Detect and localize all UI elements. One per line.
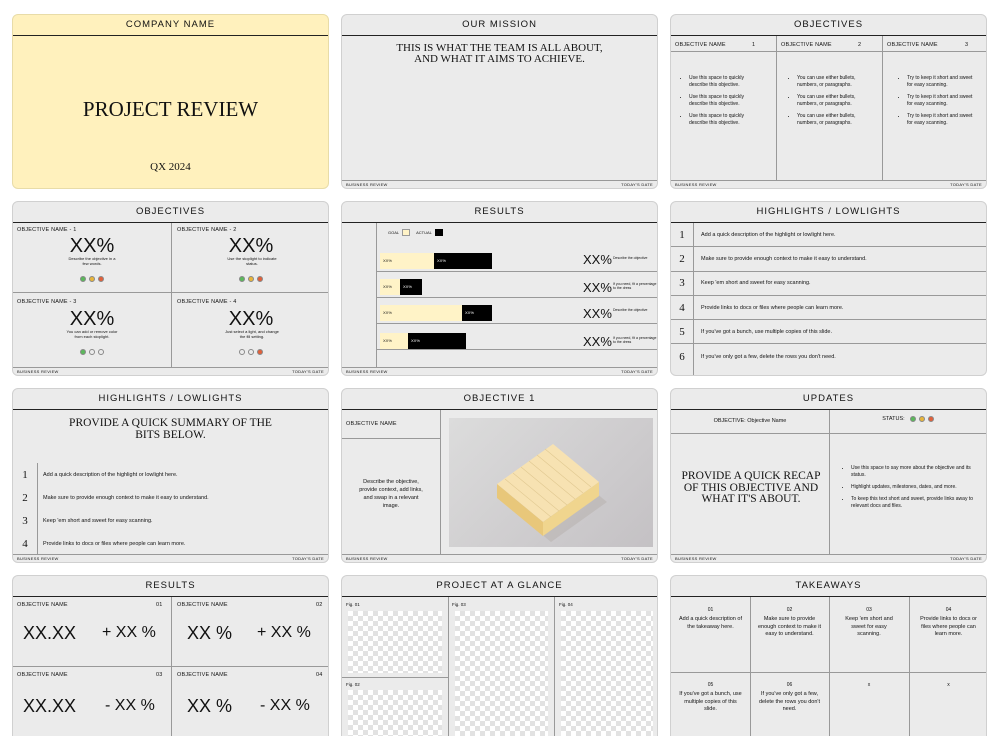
objective-image[interactable] (449, 418, 653, 547)
list-item: 1 Add a quick description of the highlight or lowlight here. (22, 468, 178, 481)
objective-name: OBJECTIVE NAME (887, 42, 938, 48)
objective-name: OBJECTIVE NAME (177, 602, 228, 608)
objective-desc: Just select a light, and change the fill setting. (225, 329, 279, 339)
objective-name: OBJECTIVE NAME (17, 602, 68, 608)
result-row (376, 276, 657, 298)
slide-footer: BUSINESS REVIEW TODAY'S DATE (671, 180, 986, 188)
slide-thumbnail-results-bars[interactable] (341, 201, 658, 376)
stoplight-empty-icon[interactable] (98, 349, 104, 355)
slide-header: OBJECTIVES (671, 15, 986, 36)
objective-number: 02 (316, 602, 323, 608)
stoplight (172, 342, 329, 360)
stoplight (172, 269, 329, 287)
status-green-icon[interactable] (910, 416, 916, 422)
objective-name: OBJECTIVE NAME (781, 42, 832, 48)
list-item: 1 Add a quick description of the highlight or lowlight here. (671, 223, 986, 247)
slide-thumbnail-project-glance[interactable] (341, 575, 658, 736)
stoplight-red-icon[interactable] (257, 276, 263, 282)
goal-bar: XX% (380, 305, 462, 321)
objective-percent: XX% (69, 235, 115, 257)
summary-heading: PROVIDE A QUICK SUMMARY OF THE BITS BELOW. (69, 417, 272, 441)
goal-bar: XX% (380, 253, 434, 269)
slide-thumbnail-objectives-columns[interactable] (670, 14, 987, 189)
objective-recap: PROVIDE A QUICK RECAP OF THIS OBJECTIVE AND WHAT IT'S ABOUT. (681, 470, 821, 505)
result-row (376, 302, 657, 324)
takeaway-cell: x (867, 682, 871, 688)
result-row (376, 250, 657, 272)
highlights-list (671, 223, 986, 369)
takeaway-cell: 06 If you've only got a few, delete the rows you don't need. (759, 682, 820, 712)
slide-footer: BUSINESS REVIEW TODAY'S DATE (342, 554, 657, 562)
result-value: XX% (583, 252, 612, 267)
objective-name: OBJECTIVE NAME (17, 672, 68, 678)
slide-header: HIGHLIGHTS / LOWLIGHTS (671, 202, 986, 223)
objective-name: OBJECTIVE NAME - 4 (177, 299, 237, 305)
slide-header: HIGHLIGHTS / LOWLIGHTS (13, 389, 328, 410)
slide-footer: BUSINESS REVIEW TODAY'S DATE (13, 367, 328, 375)
slide-header: PROJECT AT A GLANCE (342, 576, 657, 597)
objective-number: 01 (156, 602, 163, 608)
stoplight-empty-icon[interactable] (89, 349, 95, 355)
kpi-value: XX.XX (23, 696, 77, 716)
takeaway-cell: 02 Make sure to provide enough context to make it easy to understand. (758, 607, 821, 637)
list-item: 4 Provide links to docs or files where people can learn more. (671, 296, 986, 320)
kpi-delta: - XX % (105, 697, 155, 714)
slide-thumbnail-title[interactable] (12, 14, 329, 189)
objective-name: OBJECTIVE NAME (346, 421, 397, 427)
result-row (376, 328, 657, 350)
slide-thumbnail-highlights-list[interactable] (670, 201, 987, 376)
objective-name: OBJECTIVE NAME - 2 (177, 227, 237, 233)
result-desc: If you need, fit a percentage to the dress (613, 336, 657, 344)
result-desc: If you need, fit a percentage to the dress (613, 282, 657, 290)
kpi-value: XX % (187, 623, 233, 643)
slide-header: UPDATES (671, 389, 986, 410)
goal-bar: XX% (380, 279, 400, 295)
fig-placeholder[interactable] (561, 611, 653, 736)
objective-desc: Use the stoplight to indicate status. (227, 256, 277, 266)
kpi-delta: + XX % (257, 624, 311, 641)
result-desc: Describe the objective (613, 256, 648, 260)
objective-desc: Describe the objective, provide context, add links, and swap in a relevant image. (359, 479, 423, 509)
stoplight-empty-icon[interactable] (248, 349, 254, 355)
objective-number: 03 (156, 672, 163, 678)
takeaway-cell: 05 If you've got a bunch, use multiple copies of this slide. (679, 682, 742, 712)
actual-bar: XX% (408, 333, 466, 349)
slide-thumbnail-results-kpis[interactable] (12, 575, 329, 736)
stoplight (13, 269, 171, 287)
slide-footer: BUSINESS REVIEW TODAY'S DATE (342, 180, 657, 188)
actual-bar: XX% (434, 253, 492, 269)
kpi-delta: + XX % (102, 624, 156, 641)
objective-percent: XX% (228, 308, 274, 330)
objective-name: OBJECTIVE NAME - 1 (17, 227, 77, 233)
objective-name: OBJECTIVE NAME - 3 (17, 299, 77, 305)
objective-percent: XX% (69, 308, 115, 330)
chart-legend: GOAL ACTUAL (388, 229, 443, 236)
stoplight-green-icon[interactable] (80, 276, 86, 282)
update-bullets: • Use this space to say more about the objective and its status. • Highlight updates, milestones, dates, and more. • To keep this text short and sweet, provide links away to relevant docs and files. (841, 465, 981, 515)
objective-percent: XX% (228, 235, 274, 257)
actual-swatch (435, 229, 443, 236)
takeaway-cell: 04 Provide links to docs or files where people can learn more. (920, 607, 977, 637)
slide-header: OBJECTIVE 1 (342, 389, 657, 410)
objective-desc: You can add or remove color from each stoplight. (66, 329, 118, 339)
slide-subtitle: QX 2024 (150, 161, 191, 173)
objective-field: OBJECTIVE: Objective Name (713, 418, 787, 424)
kpi-value: XX % (187, 696, 233, 716)
goal-swatch (402, 229, 410, 236)
stoplight-amber-icon[interactable] (248, 276, 254, 282)
goal-bar: XX% (380, 333, 408, 349)
slide-thumbnail-updates[interactable] (670, 388, 987, 563)
stoplight-amber-icon[interactable] (89, 276, 95, 282)
slide-thumbnail-takeaways[interactable] (670, 575, 987, 736)
status-amber-icon[interactable] (919, 416, 925, 422)
list-item: 5 If you've got a bunch, use multiple copies of this slide. (671, 320, 986, 344)
objective-bullets: • Use this space to quickly describe this objective. • Use this space to quickly describe this objective. • Use this space to quickly describe this objective. (679, 75, 763, 132)
list-item: 2 Make sure to provide enough context to make it easy to understand. (22, 491, 209, 504)
objective-bullets: • Try to keep it short and sweet for easy scanning. • Try to keep it short and sweet for easy scanning. • Try to keep it short and sweet for easy scanning. (897, 75, 977, 132)
takeaway-cell: 03 Keep 'em short and sweet for easy scanning. (845, 607, 893, 637)
fig-placeholder[interactable] (348, 690, 442, 736)
objective-name: OBJECTIVE NAME (177, 672, 228, 678)
slide-footer: BUSINESS REVIEW TODAY'S DATE (342, 367, 657, 375)
mission-statement: THIS IS WHAT THE TEAM IS ALL ABOUT, AND WHAT IT AIMS TO ACHIEVE. (396, 42, 603, 65)
objective-name: OBJECTIVE NAME (675, 42, 726, 48)
fig-label: Fig. 01 (346, 602, 360, 607)
status-field: STATUS: (830, 416, 987, 422)
slide-header: OBJECTIVES (13, 202, 328, 223)
result-value: XX% (583, 306, 612, 321)
highlights-list (13, 463, 328, 555)
stoplight (13, 342, 171, 360)
objective-number: 04 (316, 672, 323, 678)
list-item: 3 Keep 'em short and sweet for easy scanning. (671, 272, 986, 296)
fig-placeholder[interactable] (455, 611, 548, 736)
list-item: 2 Make sure to provide enough context to make it easy to understand. (671, 247, 986, 271)
kpi-value: XX.XX (23, 623, 77, 643)
stoplight-green-icon[interactable] (80, 349, 86, 355)
slide-thumbnail-highlights-summary[interactable] (12, 388, 329, 563)
objective-number: 3 (965, 42, 969, 48)
result-value: XX% (583, 280, 612, 295)
stoplight-red-icon[interactable] (257, 349, 263, 355)
objective-number: 2 (858, 42, 862, 48)
list-item: 6 If you've only got a few, delete the rows you don't need. (679, 350, 836, 363)
kpi-delta: - XX % (260, 697, 310, 714)
fig-placeholder[interactable] (348, 611, 442, 673)
fig-label: Fig. 03 (452, 602, 466, 607)
status-red-icon[interactable] (928, 416, 934, 422)
slide-thumbnail-mission[interactable] (341, 14, 658, 189)
slide-thumbnail-objective-image[interactable] (341, 388, 658, 563)
objective-number: 1 (752, 42, 756, 48)
result-desc: Describe the objective (613, 308, 648, 312)
sticky-notes-image (449, 418, 653, 547)
slide-header: RESULTS (342, 202, 657, 223)
slide-header: RESULTS (13, 576, 328, 597)
list-item: 3 Keep 'em short and sweet for easy scanning. (22, 514, 153, 527)
objective-bullets: • You can use either bullets, numbers, or paragraphs. • You can use either bullets, numbers, or paragraphs. • You can use either bullets, numbers, or paragraphs. (787, 75, 873, 132)
slide-header: OUR MISSION (342, 15, 657, 36)
fig-label: Fig. 02 (346, 682, 360, 687)
objective-desc: Describe the objective in a few words. (68, 256, 116, 266)
slide-header: COMPANY NAME (13, 15, 328, 36)
stoplight-empty-icon[interactable] (239, 349, 245, 355)
stoplight-green-icon[interactable] (239, 276, 245, 282)
fig-label: Fig. 04 (559, 602, 573, 607)
result-value: XX% (583, 334, 612, 349)
slide-title: PROJECT REVIEW (82, 97, 259, 121)
slide-header: TAKEAWAYS (671, 576, 986, 597)
actual-bar: XX% (400, 279, 422, 295)
slide-footer: BUSINESS REVIEW TODAY'S DATE (671, 554, 986, 562)
actual-bar: XX% (462, 305, 492, 321)
takeaway-cell: 01 Add a quick description of the takeaway here. (679, 607, 742, 630)
stoplight-red-icon[interactable] (98, 276, 104, 282)
slide-footer: BUSINESS REVIEW TODAY'S DATE (13, 554, 328, 562)
list-item: 4 Provide links to docs or files where people can learn more. (22, 537, 186, 550)
slide-thumbnail-objectives-quadrants[interactable] (12, 201, 329, 376)
takeaway-cell: x (947, 682, 950, 688)
